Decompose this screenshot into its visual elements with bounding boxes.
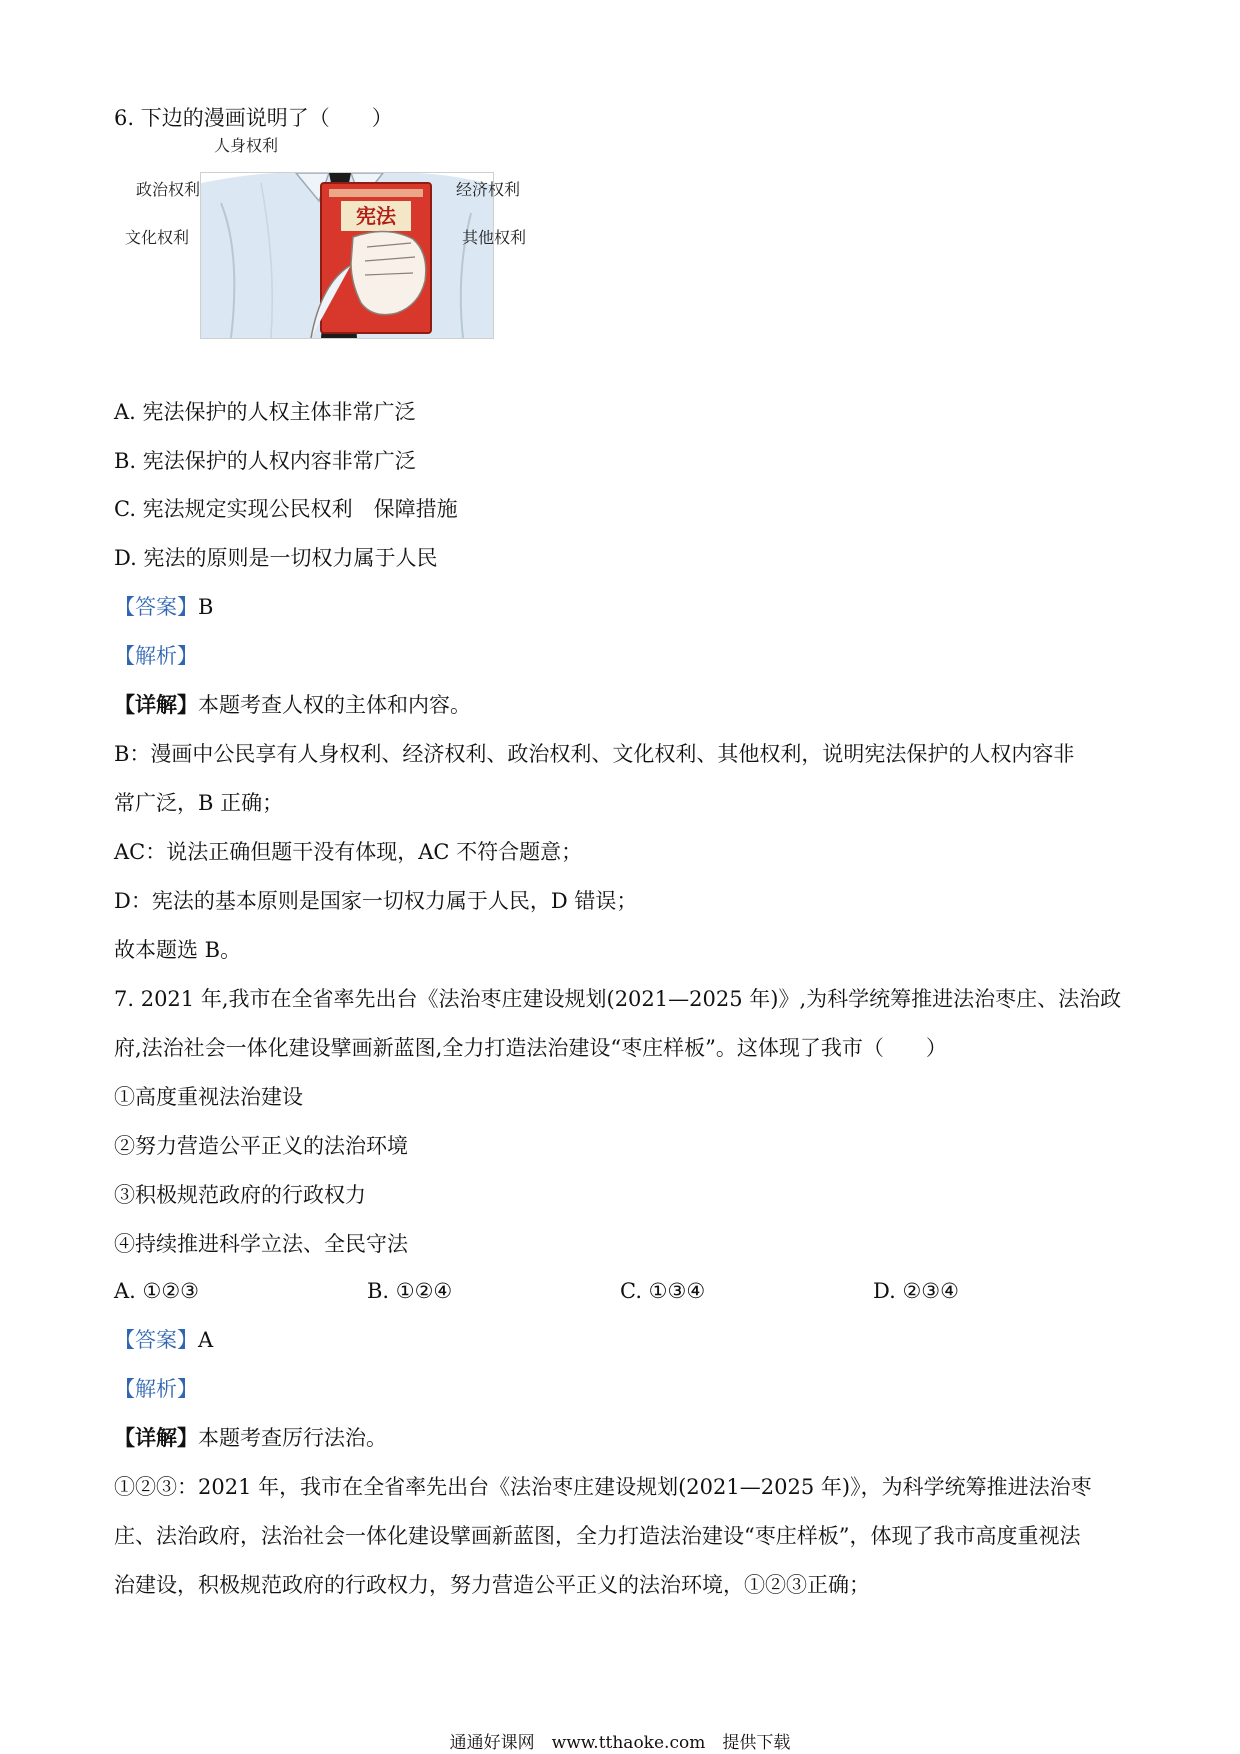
q7-answer bbox=[114, 1325, 213, 1355]
q7-detail bbox=[114, 1423, 387, 1453]
label-personal-rights: 人身权利 bbox=[214, 136, 279, 155]
q7-explanation: 治建设，积极规范政府的行政权力，努力营造公平正义的法治环境，①②③正确； bbox=[114, 1573, 870, 1597]
q6-option-b: B. 宪法保护的人权内容非常广泛 bbox=[114, 449, 416, 473]
q6-conclusion: 故本题选 B。 bbox=[114, 938, 242, 962]
q7-option-c: C. ①③④ bbox=[620, 1279, 706, 1303]
q7-stem-line: 府,法治社会一体化建设擘画新蓝图,全力打造法治建设“枣庄样板”。这体现了我市（ ） bbox=[114, 1036, 947, 1060]
q6-option-a: A. 宪法保护的人权主体非常广泛 bbox=[114, 400, 416, 424]
q7-statement-2: ②努力营造公平正义的法治环境 bbox=[114, 1134, 408, 1158]
q7-option-b: B. ①②④ bbox=[367, 1279, 453, 1303]
detail-tag: 【详解】 bbox=[114, 1425, 198, 1450]
detail-text: 本题考查人权的主体和内容。 bbox=[198, 693, 471, 717]
answer-tag: 【答案】 bbox=[114, 595, 198, 619]
q6-option-d: D. 宪法的原则是一切权力属于人民 bbox=[114, 546, 438, 570]
q6-analysis bbox=[114, 641, 198, 671]
book-title: 宪法 bbox=[356, 204, 396, 228]
q7-explanation: ①②③：2021 年，我市在全省率先出台《法治枣庄建设规划(2021—2025 年)》，为科学统筹推进法治枣 bbox=[114, 1475, 1092, 1499]
q6-explanation: D：宪法的基本原则是国家一切权力属于人民，D 错误； bbox=[114, 889, 638, 913]
answer-tag: 【答案】 bbox=[114, 1328, 198, 1352]
q7-stem-line: 7. 2021 年,我市在全省率先出台《法治枣庄建设规划(2021—2025 年)》,为科学统筹推进法治枣庄、法治政 bbox=[114, 987, 1122, 1011]
q6-answer bbox=[114, 592, 213, 622]
detail-tag: 【详解】 bbox=[114, 692, 198, 717]
q6-detail bbox=[114, 690, 471, 720]
q7-option-d: D. ②③④ bbox=[873, 1279, 959, 1303]
label-economic-rights: 经济权利 bbox=[456, 180, 521, 199]
analysis-tag: 【解析】 bbox=[114, 1377, 198, 1401]
q7-explanation: 庄、法治政府，法治社会一体化建设擘画新蓝图，全力打造法治建设“枣庄样板”，体现了我市高度重视法 bbox=[114, 1524, 1081, 1548]
answer-value: B bbox=[198, 595, 214, 619]
page-footer: 通通好课网 www.tthaoke.com 提供下载 bbox=[449, 1733, 791, 1753]
q7-option-a: A. ①②③ bbox=[114, 1279, 199, 1303]
answer-value: A bbox=[198, 1328, 214, 1352]
cartoon-drawing bbox=[201, 173, 493, 338]
analysis-tag: 【解析】 bbox=[114, 644, 198, 668]
q7-statement-1: ①高度重视法治建设 bbox=[114, 1085, 303, 1109]
q7-statement-3: ③积极规范政府的行政权力 bbox=[114, 1183, 366, 1207]
q6-option-c: C. 宪法规定实现公民权利 保障措施 bbox=[114, 497, 458, 521]
q6-stem: 6. 下边的漫画说明了（ ） bbox=[114, 106, 393, 130]
q6-explanation: B：漫画中公民享有人身权利、经济权利、政治权利、文化权利、其他权利，说明宪法保护的人权内容非 bbox=[114, 742, 1075, 766]
q7-statement-4: ④持续推进科学立法、全民守法 bbox=[114, 1232, 408, 1256]
label-cultural-rights: 文化权利 bbox=[125, 228, 190, 247]
q6-explanation: 常广泛，B 正确； bbox=[114, 791, 284, 815]
label-other-rights: 其他权利 bbox=[462, 228, 527, 247]
cartoon-figure bbox=[120, 136, 540, 340]
q7-analysis bbox=[114, 1374, 198, 1404]
cartoon-frame bbox=[200, 172, 494, 339]
label-political-rights: 政治权利 bbox=[136, 180, 201, 199]
detail-text: 本题考查厉行法治。 bbox=[198, 1426, 387, 1450]
q6-explanation: AC：说法正确但题干没有体现，AC 不符合题意； bbox=[114, 840, 583, 864]
